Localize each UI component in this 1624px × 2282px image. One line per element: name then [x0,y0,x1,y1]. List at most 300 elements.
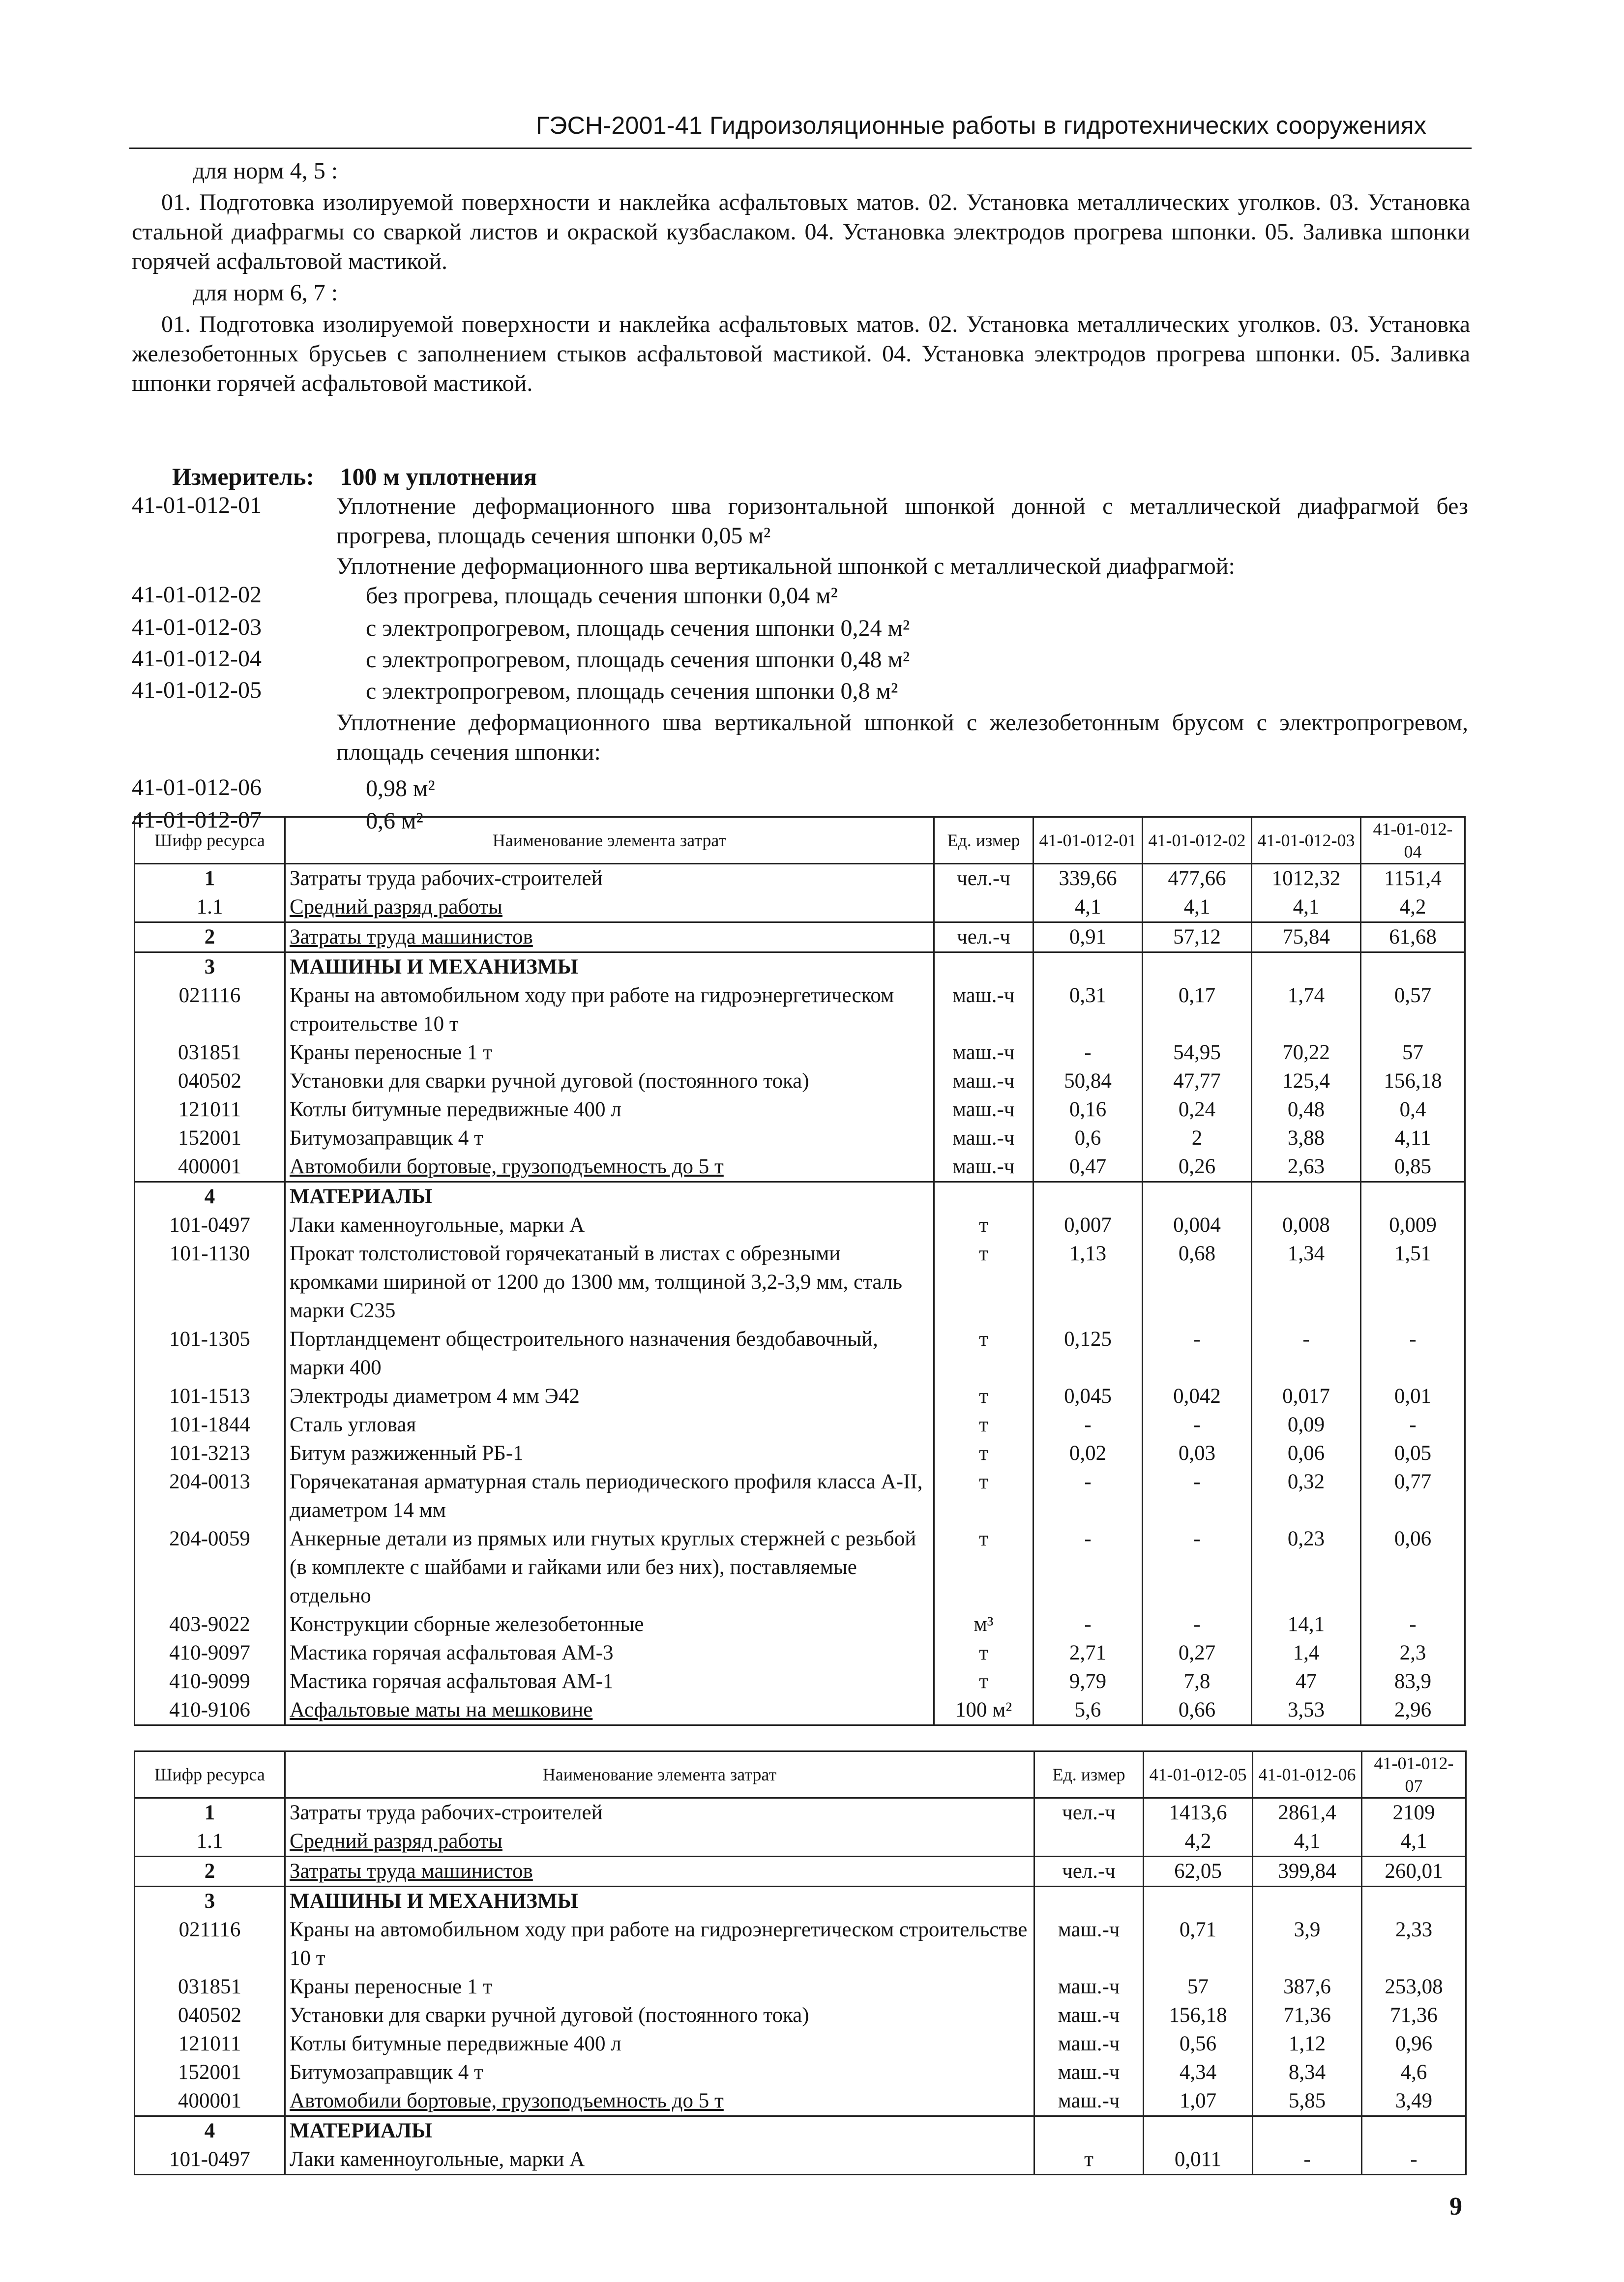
cell-v4 [1361,1182,1465,1212]
cell-unit: чел.-ч [1034,1798,1144,1828]
cell-unit [934,893,1033,922]
norm-code-04: 41-01-012-04 [132,646,262,672]
cell-v2: 0,68 [1143,1240,1252,1325]
cell-name: Конструкции сборные железобетонные [285,1610,934,1639]
cell-v4: 1151,4 [1361,864,1465,893]
norm-code-07: 41-01-012-07 [132,807,262,833]
cell-unit: чел.-ч [1034,1857,1144,1887]
cell-code: 204-0059 [135,1525,285,1610]
cell-v3: 2,63 [1252,1153,1361,1182]
cell-code: 101-0497 [135,2145,285,2175]
cell-unit: маш.-ч [934,981,1033,1038]
cell-unit: т [934,1468,1033,1525]
cell-code: 4 [135,2116,285,2146]
cell-v1: 4,2 [1144,1827,1253,1857]
th-norm: 41-01-012-02 [1143,817,1252,864]
norm-text-04: с электропрогревом, площадь сечения шпонки 0,48 м² [366,647,910,673]
cell-unit: маш.-ч [1034,1973,1144,2001]
cell-v2: 3,9 [1253,1916,1362,1973]
cell-code: 403-9022 [135,1610,285,1639]
cell-code: 4 [135,1182,285,1212]
table-row [135,2087,1466,2116]
cell-name: Средний разряд работы [285,893,934,922]
th-unit: Ед. измер [934,817,1033,864]
cell-v3: 0,48 [1252,1096,1361,1124]
cell-unit: маш.-ч [1034,2058,1144,2087]
cell-name: МАШИНЫ И МЕХАНИЗМЫ [285,1887,1034,1916]
cell-name: Автомобили бортовые, грузоподъемность до 5 т [285,1153,934,1182]
norm-text-03: с электропрогревом, площадь сечения шпонки 0,24 м² [366,615,910,641]
cell-unit: маш.-ч [934,1067,1033,1096]
cell-v1: 5,6 [1033,1696,1143,1725]
cell-v3: 47 [1252,1667,1361,1696]
cell-v3: 0,32 [1252,1468,1361,1525]
cell-name: Битум разжиженный РБ-1 [285,1439,934,1468]
table-row [135,1211,1465,1240]
cell-v3 [1252,1182,1361,1212]
table-row [135,2145,1466,2175]
table-row [135,1696,1465,1725]
th-norm: 41-01-012-01 [1033,817,1143,864]
cell-name: Электроды диаметром 4 мм Э42 [285,1382,934,1411]
th-norm: 41-01-012-07 [1362,1751,1466,1798]
cell-v2: - [1143,1411,1252,1439]
norm-text-02: без прогрева, площадь сечения шпонки 0,04 м² [366,583,838,609]
th-norm: 41-01-012-04 [1361,817,1465,864]
cell-v3: 2109 [1362,1798,1466,1828]
cell-v4: 0,77 [1361,1468,1465,1525]
cell-v1: 1,13 [1033,1240,1143,1325]
cell-unit: т [934,1382,1033,1411]
cell-v3: 2,33 [1362,1916,1466,1973]
cell-v3: 253,08 [1362,1973,1466,2001]
cell-name: Лаки каменноугольные, марки А [285,1211,934,1240]
cell-v3: 0,96 [1362,2030,1466,2058]
norm-text-07: 0,6 м² [366,808,423,834]
cell-v2: 47,77 [1143,1067,1252,1096]
cell-v4: 0,57 [1361,981,1465,1038]
cell-v1: 339,66 [1033,864,1143,893]
cell-name: МАТЕРИАЛЫ [285,2116,1034,2146]
cell-name: Затраты труда рабочих-строителей [285,1798,1034,1828]
cell-name: МАШИНЫ И МЕХАНИЗМЫ [285,952,934,982]
cell-v3: 0,06 [1252,1439,1361,1468]
cell-code: 121011 [135,2030,285,2058]
cell-v3: 71,36 [1362,2001,1466,2030]
table-row [135,1973,1466,2001]
cell-v2 [1253,2116,1362,2146]
table-row [135,1667,1465,1696]
cell-unit: т [934,1211,1033,1240]
cell-name: Краны на автомобильном ходу при работе на гидроэнергетическом строительстве 10 т [285,1916,1034,1973]
cell-v4: 2,3 [1361,1639,1465,1667]
cell-v1: 0,125 [1033,1325,1143,1382]
cell-name: Прокат толстолистовой горячекатаный в листах с обрезными кромками шириной от 1200 до 1300 мм, толщиной 3,2-3,9 мм, сталь марки С235 [285,1240,934,1325]
cell-v1: 50,84 [1033,1067,1143,1096]
table-row [135,1411,1465,1439]
cell-code: 101-1130 [135,1240,285,1325]
cell-v2: - [1143,1468,1252,1525]
norms-4-5-label: для норм 4, 5 : [193,158,338,184]
cell-name: Битумозаправщик 4 т [285,1124,934,1153]
norms-6-7-label: для норм 6, 7 : [193,280,338,306]
cell-v1: 0,6 [1033,1124,1143,1153]
table-row [135,2030,1466,2058]
table-row [135,1382,1465,1411]
table-row [135,1887,1466,1916]
cell-v3: 4,1 [1362,1827,1466,1857]
cell-v3 [1362,1887,1466,1916]
cell-v2: 4,1 [1253,1827,1362,1857]
cell-v1: 0,71 [1144,1916,1253,1973]
measurer [172,462,537,491]
cell-v2: 0,03 [1143,1439,1252,1468]
cell-code: 410-9097 [135,1639,285,1667]
cell-name: Лаки каменноугольные, марки А [285,2145,1034,2175]
norm-group-diaphragm: Уплотнение деформационного шва вертикальной шпонкой с металлической диафрагмой: [336,553,1235,579]
table-row [135,2001,1466,2030]
cell-name: Краны переносные 1 т [285,1973,1034,2001]
cell-name: Краны на автомобильном ходу при работе на гидроэнергетическом строительстве 10 т [285,981,934,1038]
cell-v2: 8,34 [1253,2058,1362,2087]
cell-code: 1.1 [135,1827,285,1857]
cell-code: 101-1513 [135,1382,285,1411]
table-row [135,1639,1465,1667]
cell-name: Затраты труда рабочих-строителей [285,864,934,893]
table-row [135,2116,1466,2146]
cell-unit: маш.-ч [1034,2001,1144,2030]
cell-v1: 0,16 [1033,1096,1143,1124]
cell-code: 101-3213 [135,1439,285,1468]
cell-name: Затраты труда машинистов [285,1857,1034,1887]
th-code: Шифр ресурса [135,817,285,864]
table-row [135,2058,1466,2087]
norm-code-06: 41-01-012-06 [132,774,262,800]
cell-code: 3 [135,952,285,982]
cell-v2 [1143,952,1252,982]
cell-v1 [1144,1887,1253,1916]
th-norm: 41-01-012-03 [1252,817,1361,864]
norm-text-05: с электропрогревом, площадь сечения шпонки 0,8 м² [366,678,898,704]
cell-v3: 1,34 [1252,1240,1361,1325]
cell-v4: 57 [1361,1038,1465,1067]
cell-v1: 0,02 [1033,1439,1143,1468]
cell-code: 410-9099 [135,1667,285,1696]
table-row [135,1096,1465,1124]
cell-v3: 260,01 [1362,1857,1466,1887]
cell-v1: - [1033,1610,1143,1639]
table-row [135,952,1465,982]
norm-code-02: 41-01-012-02 [132,582,262,608]
cell-v2: 0,004 [1143,1211,1252,1240]
cell-v1: 4,34 [1144,2058,1253,2087]
cell-v1: 0,56 [1144,2030,1253,2058]
cell-v3: 3,88 [1252,1124,1361,1153]
cell-v1: 1,07 [1144,2087,1253,2116]
cell-unit [1034,1827,1144,1857]
table-row [135,1525,1465,1610]
cell-v3: 3,49 [1362,2087,1466,2116]
cell-v3: 3,53 [1252,1696,1361,1725]
cell-v4: 83,9 [1361,1667,1465,1696]
cell-unit: т [934,1525,1033,1610]
cell-v1: 0,91 [1033,922,1143,952]
cell-unit: маш.-ч [1034,2087,1144,2116]
norms-6-7-text: 01. Подготовка изолируемой поверхности и наклейка асфальтовых матов. 02. Установка металлических уголков. 03. Установка железобетонных брусьев с заполнением стыков асфальтовой мастикой. 04. Установка электродов прогрева шпонки. 05. Заливка шпонки горячей асфальтовой мастикой. [132,311,1470,396]
norm-code-05: 41-01-012-05 [132,677,262,703]
table-row [135,1067,1465,1096]
norm-group-beam: Уплотнение деформационного шва вертикальной шпонкой с железобетонным брусом с электропрогревом, площадь сечения шпонки: [336,710,1468,765]
cell-v3: 125,4 [1252,1067,1361,1096]
cell-v1: - [1033,1468,1143,1525]
cell-name: Затраты труда машинистов [285,922,934,952]
cell-v1: 2,71 [1033,1639,1143,1667]
cell-code: 2 [135,922,285,952]
cell-v1 [1033,952,1143,982]
cell-unit: маш.-ч [934,1038,1033,1067]
table-row [135,1240,1465,1325]
cell-name: Мастика горячая асфальтовая АМ-3 [285,1639,934,1667]
cell-v2: 0,24 [1143,1096,1252,1124]
cell-v2: 0,17 [1143,981,1252,1038]
cell-v2 [1143,1182,1252,1212]
cell-code: 2 [135,1857,285,1887]
cell-code: 031851 [135,1973,285,2001]
cell-v2: - [1253,2145,1362,2175]
cell-unit: маш.-ч [1034,2030,1144,2058]
cell-code: 410-9106 [135,1696,285,1725]
cell-v3 [1252,952,1361,982]
cell-v1: - [1033,1525,1143,1610]
cell-code: 204-0013 [135,1468,285,1525]
cell-v2: 7,8 [1143,1667,1252,1696]
cell-unit: т [934,1411,1033,1439]
cell-v1: 0,011 [1144,2145,1253,2175]
cell-v1 [1144,2116,1253,2146]
cell-v4: 0,009 [1361,1211,1465,1240]
cell-v4: - [1361,1411,1465,1439]
cell-v4: 0,06 [1361,1525,1465,1610]
cell-code: 101-1305 [135,1325,285,1382]
cell-code: 152001 [135,1124,285,1153]
cell-v2: - [1143,1525,1252,1610]
th-norm: 41-01-012-05 [1144,1751,1253,1798]
cell-v2: 71,36 [1253,2001,1362,2030]
cell-name: Котлы битумные передвижные 400 л [285,1096,934,1124]
cell-v1 [1033,1182,1143,1212]
cell-unit [1034,1887,1144,1916]
table-row [135,1827,1466,1857]
cell-v2: 399,84 [1253,1857,1362,1887]
resource-table-2 [134,1750,1467,2175]
cell-v3: 1,4 [1252,1639,1361,1667]
cell-v1: 156,18 [1144,2001,1253,2030]
norms-4-5-text: 01. Подготовка изолируемой поверхности и наклейка асфальтовых матов. 02. Установка металлических уголков. 03. Установка стальной диафрагмы со сваркой листов и окраской кузбаслаком. 04. Установка электродов прогрева шпонки. 05. Заливка шпонки горячей асфальтовой мастикой. [132,189,1470,274]
cell-v1: 57 [1144,1973,1253,2001]
cell-v3: 0,008 [1252,1211,1361,1240]
cell-unit: маш.-ч [934,1153,1033,1182]
table-row [135,893,1465,922]
cell-code: 1 [135,1798,285,1828]
cell-code: 021116 [135,981,285,1038]
table-row [135,922,1465,952]
cell-v2: 0,27 [1143,1639,1252,1667]
cell-name: Краны переносные 1 т [285,1038,934,1067]
table-row [135,1857,1466,1887]
cell-name: Сталь угловая [285,1411,934,1439]
measurer-label: Измеритель: [172,463,315,490]
cell-v4: 4,11 [1361,1124,1465,1153]
cell-v2: 5,85 [1253,2087,1362,2116]
cell-v4: - [1361,1325,1465,1382]
table-row [135,1153,1465,1182]
cell-v4: 2,96 [1361,1696,1465,1725]
cell-v1: 62,05 [1144,1857,1253,1887]
cell-name: Анкерные детали из прямых или гнутых круглых стержней с резьбой (в комплекте с шайбами и гайками или без них), поставляемые отдельно [285,1525,934,1610]
table-row [135,981,1465,1038]
cell-unit: маш.-ч [934,1124,1033,1153]
cell-code: 040502 [135,1067,285,1096]
cell-v4: 4,2 [1361,893,1465,922]
cell-unit: т [934,1639,1033,1667]
cell-name: Мастика горячая асфальтовая АМ-1 [285,1667,934,1696]
cell-v2: 54,95 [1143,1038,1252,1067]
norm-text-06: 0,98 м² [366,775,435,801]
resource-table-1 [134,816,1466,1726]
cell-v1: 0,007 [1033,1211,1143,1240]
cell-v4: 61,68 [1361,922,1465,952]
cell-name: Асфальтовые маты на мешковине [285,1696,934,1725]
cell-name: Автомобили бортовые, грузоподъемность до 5 т [285,2087,1034,2116]
cell-v2: 4,1 [1143,893,1252,922]
cell-v2: 387,6 [1253,1973,1362,2001]
cell-name: Средний разряд работы [285,1827,1034,1857]
cell-name: Котлы битумные передвижные 400 л [285,2030,1034,2058]
cell-code: 1.1 [135,893,285,922]
cell-v2: 2861,4 [1253,1798,1362,1828]
cell-v3: 1012,32 [1252,864,1361,893]
cell-v3: 0,017 [1252,1382,1361,1411]
table-row [135,1610,1465,1639]
table-row [135,1325,1465,1382]
cell-v1: 9,79 [1033,1667,1143,1696]
cell-unit [1034,2116,1144,2146]
cell-v1: 0,045 [1033,1382,1143,1411]
cell-v2: 477,66 [1143,864,1252,893]
cell-name: Горячекатаная арматурная сталь периодического профиля класса А-II, диаметром 14 мм [285,1468,934,1525]
cell-v3: 14,1 [1252,1610,1361,1639]
cell-v4: 0,4 [1361,1096,1465,1124]
cell-v4: 156,18 [1361,1067,1465,1096]
cell-name: Битумозаправщик 4 т [285,2058,1034,2087]
cell-v2: 2 [1143,1124,1252,1153]
table-row [135,1798,1466,1828]
cell-v2: - [1143,1610,1252,1639]
cell-code: 400001 [135,2087,285,2116]
cell-v1: 0,31 [1033,981,1143,1038]
cell-name: Установки для сварки ручной дуговой (постоянного тока) [285,1067,934,1096]
cell-v3 [1362,2116,1466,2146]
cell-v1: - [1033,1038,1143,1067]
cell-v4: 0,01 [1361,1382,1465,1411]
cell-v2: 1,12 [1253,2030,1362,2058]
cell-code: 152001 [135,2058,285,2087]
cell-v4: - [1361,1610,1465,1639]
cell-v3: 1,74 [1252,981,1361,1038]
cell-v4 [1361,952,1465,982]
table-header [135,1751,1466,1798]
cell-unit: т [934,1439,1033,1468]
cell-v3: 4,6 [1362,2058,1466,2087]
cell-v3: - [1362,2145,1466,2175]
cell-unit [934,952,1033,982]
cell-v2 [1253,1887,1362,1916]
cell-code: 031851 [135,1038,285,1067]
cell-code: 021116 [135,1916,285,1973]
cell-v2: 57,12 [1143,922,1252,952]
cell-unit: маш.-ч [1034,1916,1144,1973]
table-row [135,1439,1465,1468]
cell-v3: - [1252,1325,1361,1382]
cell-name: Портландцемент общестроительного назначения бездобавочный, марки 400 [285,1325,934,1382]
cell-v2: 0,66 [1143,1696,1252,1725]
cell-v3: 0,09 [1252,1411,1361,1439]
cell-code: 101-1844 [135,1411,285,1439]
th-unit: Ед. измер [1034,1751,1144,1798]
cell-v1: 1413,6 [1144,1798,1253,1828]
cell-name: МАТЕРИАЛЫ [285,1182,934,1212]
th-norm: 41-01-012-06 [1253,1751,1362,1798]
table-row [135,1916,1466,1973]
table-row [135,864,1465,893]
cell-unit: чел.-ч [934,864,1033,893]
table-row [135,1468,1465,1525]
cell-v2: 0,26 [1143,1153,1252,1182]
cell-unit: т [934,1325,1033,1382]
cell-unit: 100 м² [934,1696,1033,1725]
th-code: Шифр ресурса [135,1751,285,1798]
cell-unit: маш.-ч [934,1096,1033,1124]
cell-v3: 75,84 [1252,922,1361,952]
cell-unit [934,1182,1033,1212]
cell-code: 040502 [135,2001,285,2030]
cell-v1: - [1033,1411,1143,1439]
cell-v4: 0,85 [1361,1153,1465,1182]
running-header: ГЭСН-2001-41 Гидроизоляционные работы в гидротехнических сооружениях [536,112,1427,139]
cell-unit: т [934,1240,1033,1325]
norm-code-01: 41-01-012-01 [132,492,262,518]
table-row [135,1038,1465,1067]
cell-code: 101-0497 [135,1211,285,1240]
cell-unit: м³ [934,1610,1033,1639]
cell-code: 400001 [135,1153,285,1182]
page-number: 9 [1449,2193,1462,2221]
th-name: Наименование элемента затрат [285,817,934,864]
table-header [135,817,1465,864]
table-row [135,1182,1465,1212]
cell-v3: 4,1 [1252,893,1361,922]
cell-unit: т [1034,2145,1144,2175]
cell-v1: 0,47 [1033,1153,1143,1182]
cell-code: 3 [135,1887,285,1916]
cell-v4: 1,51 [1361,1240,1465,1325]
th-name: Наименование элемента затрат [285,1751,1034,1798]
header-rule [129,148,1472,149]
work-composition [132,156,1470,400]
cell-name: Установки для сварки ручной дуговой (постоянного тока) [285,2001,1034,2030]
cell-v3: 0,23 [1252,1525,1361,1610]
measurer-value: 100 м уплотнения [340,463,537,490]
